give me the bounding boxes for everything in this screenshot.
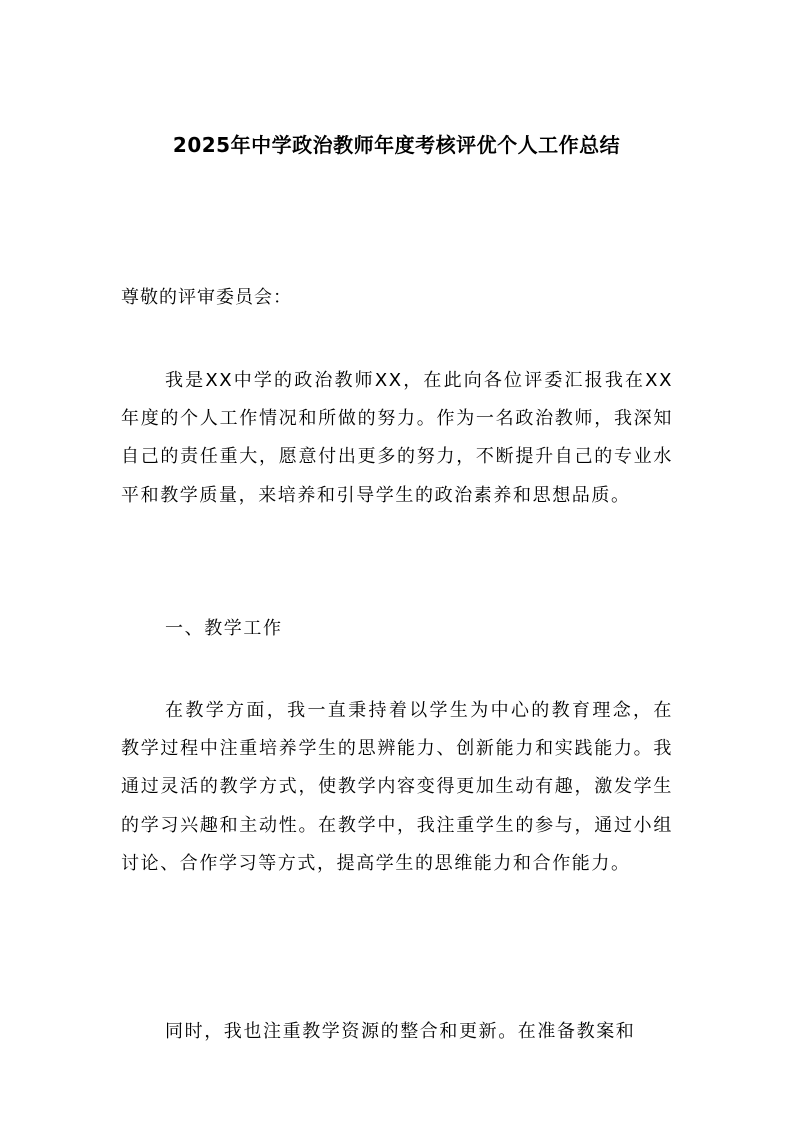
section-heading-teaching: 一、教学工作 (165, 618, 283, 639)
resources-paragraph: 同时，我也注重教学资源的整合和更新。在准备教案和 (165, 1021, 636, 1042)
teaching-paragraph: 在教学方面，我一直秉持着以学生为中心的教育理念，在教学过程中注重培养学生的思辨能力、创新能力和实践能力。我通过灵活的教学方式，使教学内容变得更加生动有趣，激发学生的学习兴趣和主动性。在教学中，我注重学生的参与，通过小组讨论、合作学习等方式，提高学生的思维能力和合作能力。 (121, 700, 673, 874)
document-title: 2025年中学政治教师年度考核评优个人工作总结 (172, 133, 621, 157)
intro-paragraph: 我是XX中学的政治教师XX，在此向各位评委汇报我在XX年度的个人工作情况和所做的努力。作为一名政治教师，我深知自己的责任重大，愿意付出更多的努力，不断提升自己的专业水平和教学质量，来培养和引导学生的政治素养和思想品质。 (121, 370, 673, 506)
salutation: 尊敬的评审委员会： (121, 287, 292, 308)
